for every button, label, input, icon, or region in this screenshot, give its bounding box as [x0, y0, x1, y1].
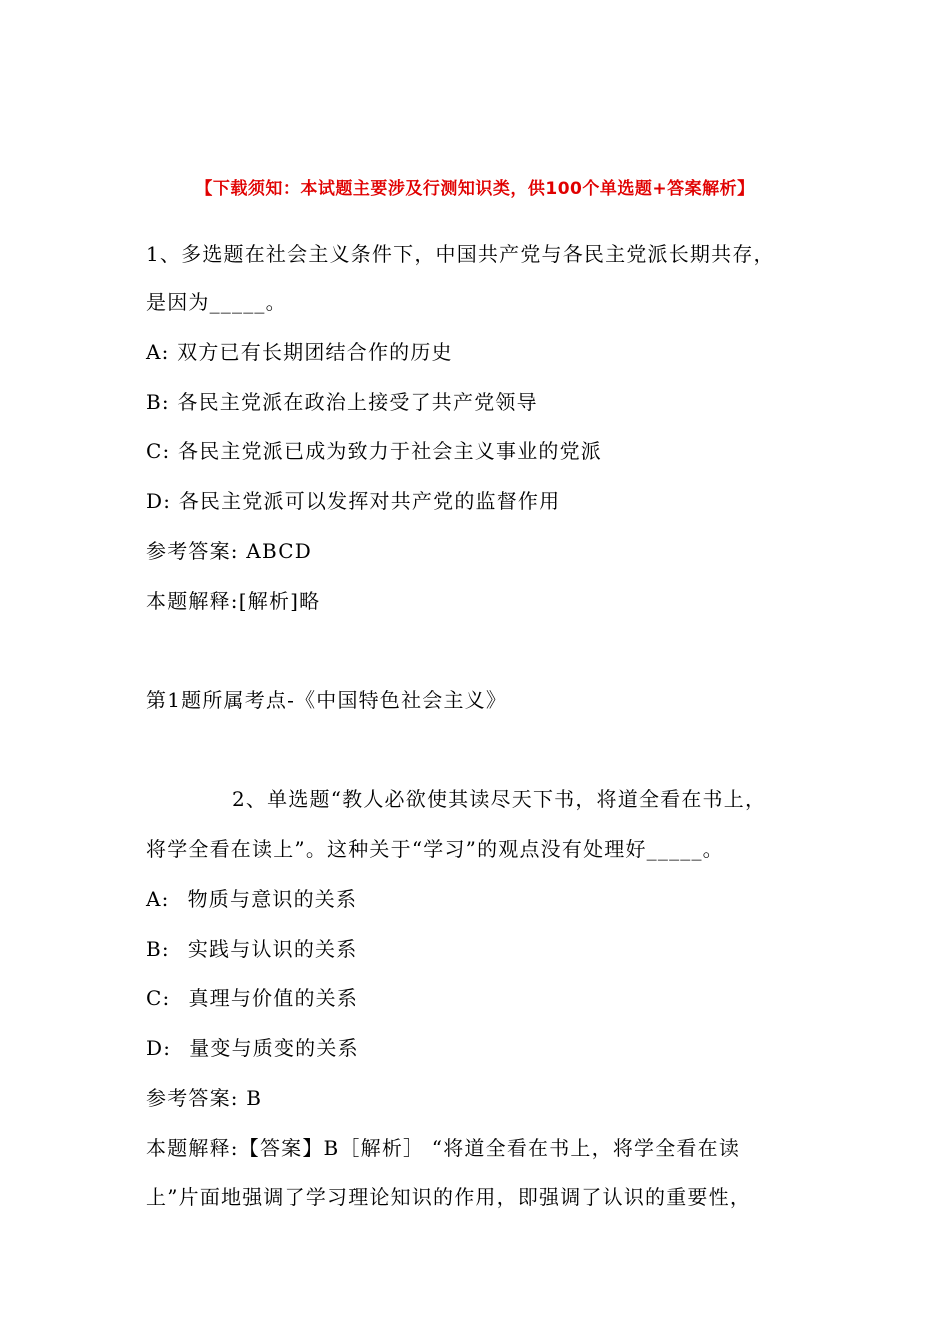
option-letter: C: [146, 986, 171, 1010]
question-2-answer: 参考答案: B [146, 1086, 263, 1110]
question-2-option-a [146, 885, 357, 913]
option-letter: D: [146, 1036, 172, 1060]
question-2-explanation-line-2: 上”片面地强调了学习理论知识的作用，即强调了认识的重要性， [146, 1185, 752, 1209]
question-2-option-b [146, 935, 357, 963]
option-letter: B: [146, 937, 170, 961]
question-2-stem-line-2: 将学全看在读上”。这种关于“学习”的观点没有处理好_____。 [146, 837, 724, 861]
option-letter: A: [146, 887, 170, 911]
question-2-stem-line-1: 2、单选题“教人必欲使其读尽天下书，将道全看在书上， [232, 787, 767, 811]
option-text: 物质与意识的关系 [187, 887, 358, 911]
question-1-explanation: 本题解释:[解析]略 [146, 589, 321, 613]
question-2-explanation-line-1: 本题解释:【答案】B［解析］ “将道全看在书上，将学全看在读 [146, 1136, 741, 1160]
question-1-option-d: D: 各民主党派可以发挥对共产党的监督作用 [146, 489, 561, 513]
question-1-answer: 参考答案: ABCD [146, 539, 312, 563]
question-2-option-c [146, 984, 358, 1012]
question-1-topic: 第1题所属考点-《中国特色社会主义》 [146, 688, 508, 712]
question-1-stem-line-2: 是因为_____。 [146, 290, 287, 314]
question-1-option-b: B: 各民主党派在政治上接受了共产党领导 [146, 390, 538, 414]
option-text: 实践与认识的关系 [187, 937, 358, 961]
option-text: 真理与价值的关系 [188, 986, 359, 1010]
question-1-option-a: A: 双方已有长期团结合作的历史 [146, 340, 453, 364]
download-notice: 【下载须知：本试题主要涉及行测知识类，供100个单选题+答案解析】 [195, 179, 755, 199]
option-text: 量变与质变的关系 [189, 1036, 359, 1060]
question-1-stem-line-1: 1、多选题在社会主义条件下，中国共产党与各民主党派长期共存， [146, 242, 775, 266]
question-2-option-d [146, 1034, 359, 1062]
question-1-option-c: C: 各民主党派已成为致力于社会主义事业的党派 [146, 439, 602, 463]
